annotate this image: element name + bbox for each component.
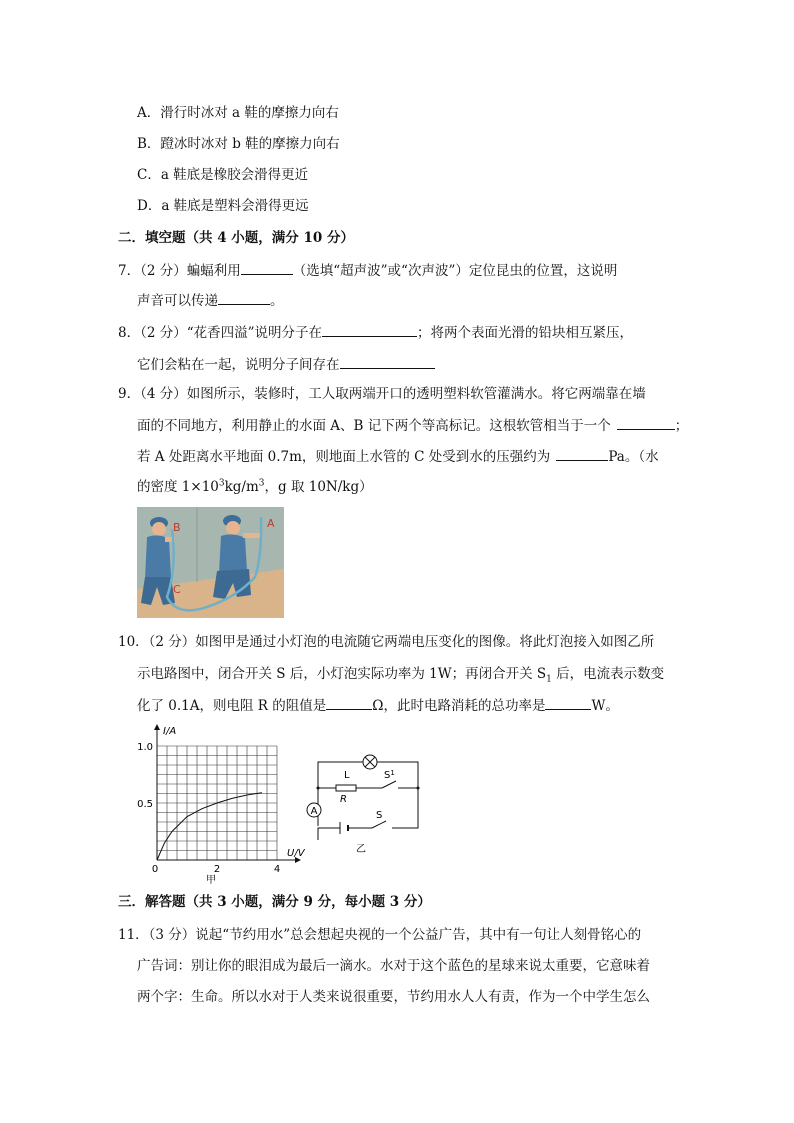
- q9-text-2b: ；: [674, 418, 689, 434]
- photo-label-a: A: [267, 517, 275, 530]
- q9-blank-2[interactable]: [556, 446, 608, 461]
- junction-left: [317, 787, 320, 790]
- section-2-title: 二．填空题（共 4 小题，满分 10 分）: [118, 230, 354, 246]
- q7-text-2: （选填“超声波”或“次声波”）定位昆虫的位置，这说明: [292, 263, 618, 279]
- q8-blank-2[interactable]: [340, 354, 435, 369]
- graph-x-tick: 0: [151, 864, 159, 875]
- q10-sub-1: 1: [546, 674, 552, 685]
- ammeter-a: [307, 803, 321, 817]
- question-9: 9．（4 分）如图所示，装修时，工人取两端开口的透明塑料软管灌满水。将它两端靠在墙: [118, 386, 646, 402]
- q10-text-2a: 示电路图中，闭合开关 S 后，小灯泡实际功率为 1W；再闭合开关 S: [137, 666, 547, 682]
- question-8-cont: [137, 354, 435, 375]
- switch-s: [372, 821, 386, 828]
- question-11: 11．（3 分）说起“节约用水”总会想起央视的一个公益广告，其中有一句让人刻骨铭心的: [118, 927, 642, 943]
- graph-y-tick: 1.0: [137, 742, 153, 753]
- circuit-caption: 乙: [356, 844, 366, 855]
- q7-text-1: 7．（2 分）蝙蝠利用: [118, 263, 241, 279]
- junction-right: [417, 787, 420, 790]
- q7-text-4: 。: [270, 293, 284, 309]
- q10-circuit-diagram: [300, 748, 430, 858]
- q9-text-3a: 若 A 处距离水平地面 0.7m，则地面上水管的 C 处受到水的压强约为: [137, 449, 551, 465]
- question-11-line-2: 广告词：别让你的眼泪成为最后一滴水。水对于这个蓝色的星球来说太重要，它意味着: [137, 958, 650, 974]
- q10-blank-2[interactable]: [545, 695, 591, 710]
- question-8: [118, 322, 633, 343]
- q9-blank-1[interactable]: [617, 415, 675, 430]
- graph-x-label: U/V: [287, 848, 305, 859]
- q9-text-3b: Pa。（水: [608, 449, 659, 465]
- q10-text-3b: Ω，此时电路消耗的总功率是: [372, 698, 546, 714]
- option-a: A．滑行时冰对 a 鞋的摩擦力向右: [137, 105, 339, 121]
- q8-text-3: 它们会粘在一起，说明分子间存在: [137, 357, 340, 373]
- photo-label-c: C: [173, 583, 181, 596]
- option-c: C．a 鞋底是橡胶会滑得更近: [137, 167, 309, 183]
- graph-y-label: I/A: [163, 726, 177, 737]
- q9-exp-2: 3: [258, 478, 265, 489]
- graph-x-tick: 2: [213, 864, 221, 875]
- question-10-line-3: [137, 695, 619, 716]
- q10-blank-1[interactable]: [326, 695, 372, 710]
- option-d: D．a 鞋底是塑料会滑得更远: [137, 198, 309, 214]
- question-7-cont: [137, 290, 284, 311]
- q7-blank-2[interactable]: [218, 290, 270, 305]
- question-9-line-2: [137, 415, 688, 436]
- question-9-line-3: [137, 446, 659, 467]
- q8-blank-1[interactable]: [322, 322, 417, 337]
- q9-workers-photo: [137, 507, 284, 618]
- lamp-label: L: [344, 770, 350, 781]
- q9-density-1: 的密度 1×10: [137, 479, 219, 495]
- q8-text-2: ；将两个表面光滑的铅块相互紧压，: [417, 325, 634, 341]
- ammeter-label: A: [310, 806, 318, 817]
- switch-s-label: S: [376, 810, 383, 821]
- resistor-label: R: [340, 794, 347, 805]
- graph-y-tick: 0.5: [137, 799, 153, 810]
- switch-s1: [382, 781, 396, 788]
- q8-text-1: 8．（2 分）“花香四溢”说明分子在: [118, 325, 323, 341]
- switch-s1-label: $S^1$: [384, 769, 395, 781]
- q10-text-3a: 化了 0.1A，则电阻 R 的阻值是: [137, 698, 327, 714]
- q7-text-3: 声音可以传递: [137, 293, 218, 309]
- photo-label-b: B: [173, 521, 181, 534]
- question-10: 10．（2 分）如图甲是通过小灯泡的电流随它两端电压变化的图像。将此灯泡接入如图乙所: [118, 634, 655, 650]
- q9-density-3: ，g 取 10N/kg）: [264, 479, 373, 495]
- q7-blank-1[interactable]: [241, 260, 293, 275]
- lamp-l: [363, 755, 377, 769]
- option-b: B．蹬冰时冰对 b 鞋的摩擦力向右: [137, 136, 340, 152]
- q9-exp-1: 3: [218, 478, 225, 489]
- q10-text-2b: 后，电流表示数变: [551, 666, 665, 682]
- graph-x-tick: 4: [273, 864, 281, 875]
- question-11-line-3: 两个字：生命。所以水对于人类来说很重要，节约用水人人有责，作为一个中学生怎么: [137, 989, 650, 1005]
- question-9-line-4: [137, 477, 373, 497]
- graph-caption: 甲: [206, 875, 216, 885]
- section-3-title: 三．解答题（共 3 小题，满分 9 分，每小题 3 分）: [118, 894, 431, 910]
- q9-density-2: kg/m: [224, 479, 259, 495]
- graph-y-arrow: [154, 724, 160, 730]
- question-7: [118, 260, 617, 281]
- q10-text-3c: W。: [591, 698, 619, 714]
- q9-text-2a: 面的不同地方，利用静止的水面 A、B 记下两个等高标记。这根软管相当于一个: [137, 418, 611, 434]
- resistor-r: [336, 785, 356, 791]
- wire-bottom-left: [318, 828, 340, 840]
- q10-iu-graph: [130, 720, 310, 885]
- question-10-line-2: [137, 664, 664, 684]
